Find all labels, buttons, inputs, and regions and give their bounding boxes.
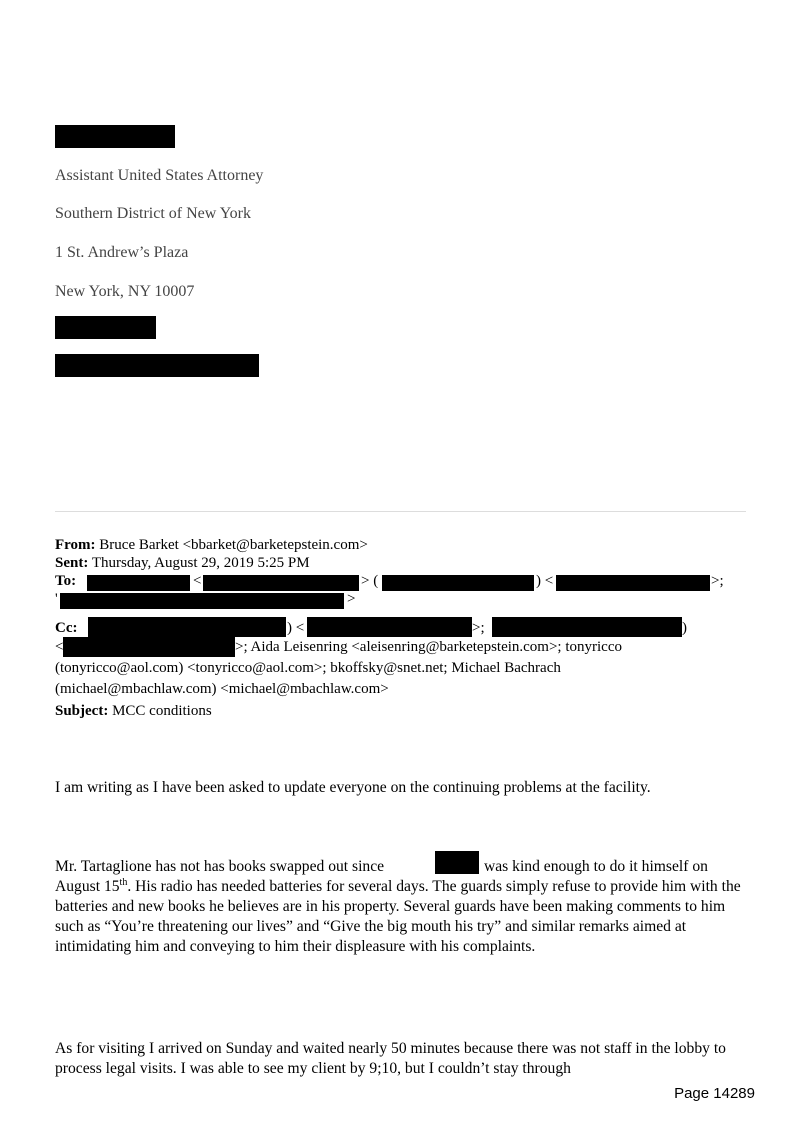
redacted-to-3 xyxy=(382,575,534,591)
redacted-to-4 xyxy=(556,575,710,591)
signature-city: New York, NY 10007 xyxy=(55,283,195,300)
redacted-cc-1 xyxy=(88,617,286,637)
redacted-cc-4 xyxy=(63,637,235,657)
page-number: Page 14289 xyxy=(674,1085,755,1102)
to-seg-1: < xyxy=(193,573,202,589)
body-paragraph-1: I am writing as I have been asked to update everyone on the continuing problems at the facility. xyxy=(55,779,651,796)
from-label: From: xyxy=(55,537,96,553)
signature-office: Southern District of New York xyxy=(55,205,251,222)
redacted-name-body xyxy=(435,851,479,874)
p2-after: was kind enough to do it himself on xyxy=(484,858,708,875)
to-seg-3: ) < xyxy=(536,573,554,589)
separator-line xyxy=(55,511,746,512)
redacted-to-1 xyxy=(87,575,190,591)
from-value: Bruce Barket <bbarket@barketepstein.com> xyxy=(99,537,368,553)
cc-seg-3: ) xyxy=(682,620,687,636)
subject-line xyxy=(55,703,212,720)
redacted-cc-3 xyxy=(492,617,682,637)
redacted-phone xyxy=(55,316,156,339)
p2-date: August 15 xyxy=(55,878,120,895)
redacted-to-5 xyxy=(60,593,344,609)
to-label: To: xyxy=(55,573,77,589)
to-seg-4: >; xyxy=(711,573,724,589)
from-line xyxy=(55,537,368,554)
subject-label: Subject: xyxy=(55,703,109,719)
p2-sup: th xyxy=(119,876,128,888)
body-paragraph-2 xyxy=(55,877,750,957)
cc-line2-start: < xyxy=(55,639,64,655)
sent-label: Sent: xyxy=(55,555,89,571)
signature-street: 1 St. Andrew’s Plaza xyxy=(55,244,189,261)
p2-before: Mr. Tartaglione has not has books swapped out since xyxy=(55,858,385,875)
signature-title: Assistant United States Attorney xyxy=(55,167,264,184)
cc-seg-1: ) < xyxy=(287,620,305,636)
redacted-cc-2 xyxy=(307,617,472,637)
to-line2-end: > xyxy=(347,591,356,607)
body-paragraph-2-first-line xyxy=(55,857,384,877)
redacted-name xyxy=(55,125,175,148)
to-seg-2: > ( xyxy=(361,573,379,589)
cc-line3: (tonyricco@aol.com) <tonyricco@aol.com>; bkoffsky@snet.net; Michael Bachrach xyxy=(55,660,561,676)
cc-label: Cc: xyxy=(55,620,78,636)
cc-seg-2: >; xyxy=(472,620,485,636)
cc-line4: (michael@mbachlaw.com) <michael@mbachlaw.com> xyxy=(55,681,389,697)
subject-value: MCC conditions xyxy=(112,703,212,719)
p2-rest: . His radio has needed batteries for several days. The guards simply refuse to provide him with the batteries and new books he believes are in his property. Several guards have been making comments to him such as “You’re threatening our lives” and “Give the big mouth his try” and similar remarks aimed at intimidating him and conveying to him their displeasure with his complaints. xyxy=(55,878,741,955)
redacted-to-2 xyxy=(203,575,359,591)
redacted-email xyxy=(55,354,259,377)
to-line2-quote: ' xyxy=(55,591,58,607)
sent-value: Thursday, August 29, 2019 5:25 PM xyxy=(91,555,310,571)
cc-line2-rest: >; Aida Leisenring <aleisenring@barketepstein.com>; tonyricco xyxy=(235,639,622,655)
sent-line xyxy=(55,555,310,572)
body-paragraph-3: As for visiting I arrived on Sunday and waited nearly 50 minutes because there was not staff in the lobby to process legal visits. I was able to see my client by 9;10, but I couldn’t stay through xyxy=(55,1040,726,1077)
